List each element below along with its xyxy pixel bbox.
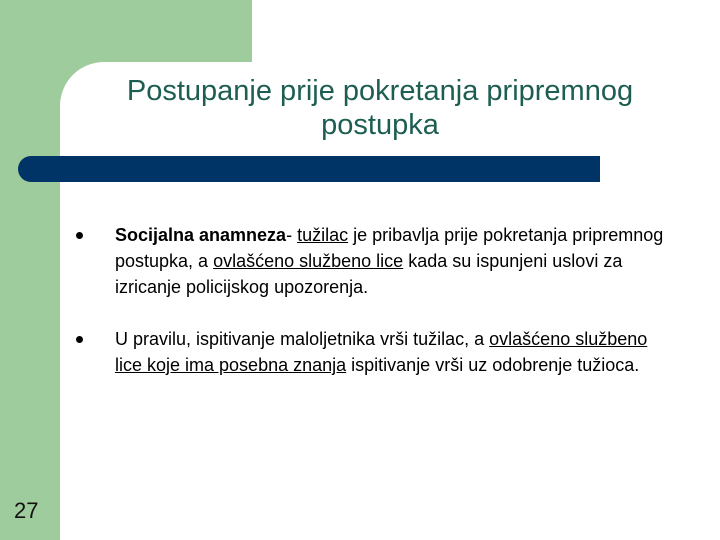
page-number: 27	[14, 498, 39, 523]
title-divider-bar	[18, 156, 600, 182]
bullet-1-text-a: -	[286, 225, 298, 245]
bullet-1-underlined-b: ovlašćeno službeno lice	[213, 251, 404, 271]
bullet-1-underlined-a: tužilac	[297, 225, 349, 245]
bullet-dot-icon	[76, 232, 83, 239]
slide-title	[70, 74, 690, 142]
bullet-list	[76, 222, 676, 404]
title-line-1: Postupanje prije pokretanja pripremnog	[126, 75, 634, 107]
bullet-item-2	[76, 326, 676, 378]
bullet-1-lead: Socijalna anamneza	[115, 225, 287, 245]
bullet-1-text-c: kada su ispunjeni uslovi za izricanje policijskog upozorenja.	[115, 251, 623, 297]
title-line-2: postupka	[321, 109, 439, 141]
bullet-dot-icon	[76, 336, 83, 343]
bullet-2-text-a: U pravilu, ispitivanje maloljetnika vrši tužilac, a	[115, 329, 490, 349]
bullet-item-1	[76, 222, 676, 300]
bullet-2-underlined: ovlašćeno službeno lice koje ima posebna znanja	[115, 329, 648, 375]
bullet-1-text-b: je pribavlja prije pokretanja pripremnog postupka, a	[115, 225, 664, 271]
bullet-2-text-b: ispitivanje vrši uz odobrenje tužioca.	[346, 355, 640, 375]
